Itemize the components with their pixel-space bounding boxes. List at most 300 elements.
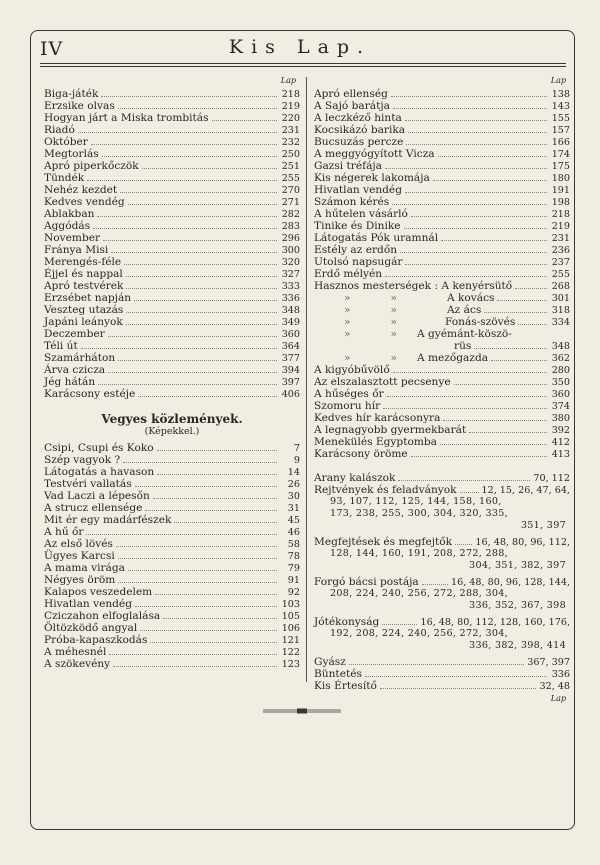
entry-page: 123	[281, 659, 300, 670]
entry-title: Apró ellenség	[314, 88, 388, 100]
dot-leader	[135, 606, 277, 607]
list-item	[44, 598, 300, 610]
entry-title: November	[44, 232, 101, 244]
dot-leader	[140, 630, 277, 631]
entry-title: Tinike és Dinike	[314, 220, 401, 232]
list-item	[44, 622, 300, 634]
entry-title: Nehéz kezdet	[44, 184, 118, 196]
entry-title: Öltözködő angyal	[44, 622, 138, 634]
left-entry-list	[44, 88, 300, 400]
entry-page: 175	[551, 161, 570, 172]
dot-leader	[174, 522, 277, 523]
dot-leader	[411, 456, 547, 457]
entry-title: Tündék	[44, 172, 85, 184]
entry-title: Gyász	[314, 656, 346, 668]
dot-leader	[103, 240, 277, 241]
entry-title: Bucsuzás percze	[314, 136, 404, 148]
list-item	[44, 328, 300, 340]
entry-title: Kis négerek lakomája	[314, 172, 430, 184]
list-item	[314, 436, 570, 448]
entry-title: Megtorlás	[44, 148, 99, 160]
entry-page: 336	[551, 669, 570, 680]
entry-page: 300	[281, 245, 300, 256]
right-column	[314, 76, 570, 703]
dot-leader	[406, 144, 547, 145]
dot-leader	[157, 450, 277, 451]
entry-title: Forgó bácsi postája	[314, 576, 419, 588]
entry-title: A hű őr	[44, 526, 84, 538]
entry-title: Arany kalászok	[314, 472, 396, 484]
entry-page: 377	[281, 353, 300, 364]
entry-page: 155	[551, 113, 570, 124]
dot-leader	[405, 120, 547, 121]
hasznos-sub-list	[314, 292, 570, 328]
dot-leader	[391, 96, 547, 97]
entry-title: rüs	[454, 340, 472, 352]
entry-page: 327	[281, 269, 300, 280]
dot-leader	[145, 510, 277, 511]
list-item	[314, 304, 570, 316]
dot-leader	[385, 276, 547, 277]
entry-title: Riadó	[44, 124, 75, 136]
entry-title: Jótékonyság	[314, 616, 380, 628]
dot-leader	[155, 594, 277, 595]
dot-leader	[383, 408, 547, 409]
list-item	[314, 364, 570, 376]
entry-title: » » Fonás-szövés	[344, 316, 516, 328]
list-item	[44, 100, 300, 112]
entry-title: Kalapos veszedelem	[44, 586, 153, 598]
dot-leader	[365, 676, 547, 677]
entry-title: Hivatlan vendég	[44, 598, 132, 610]
section-entry-list	[44, 442, 300, 670]
entry-pages-continued: 351, 397	[520, 520, 566, 531]
entry-title: A hűséges őr	[314, 388, 384, 400]
entry-page: 364	[281, 341, 300, 352]
list-item	[314, 656, 570, 668]
dot-leader	[474, 348, 547, 349]
dot-leader	[128, 204, 277, 205]
dot-leader	[81, 348, 277, 349]
entry-title: Szamárháton	[44, 352, 116, 364]
entry-page: 271	[281, 197, 300, 208]
entry-page: 280	[551, 365, 570, 376]
list-item	[314, 220, 570, 232]
entry-title: Hivatlan vendég	[314, 184, 402, 196]
entry-title: Deczember	[44, 328, 105, 340]
entry-page: 70, 112	[533, 473, 570, 484]
list-item	[44, 538, 300, 550]
dot-leader	[102, 156, 277, 157]
list-item	[44, 196, 300, 208]
dot-leader	[349, 664, 524, 665]
entry-title: Az első lövés	[44, 538, 113, 550]
list-item	[314, 376, 570, 388]
dot-leader	[78, 132, 277, 133]
ornament-rule	[263, 707, 341, 715]
dot-leader	[126, 276, 277, 277]
dot-leader	[118, 108, 277, 109]
dot-leader	[400, 252, 547, 253]
list-item	[314, 244, 570, 256]
entry-page: 360	[281, 329, 300, 340]
list-item	[44, 490, 300, 502]
dot-leader	[113, 666, 277, 667]
entry-page: 367, 397	[527, 657, 570, 668]
entry-title: Vad Laczi a lépesőn	[44, 490, 150, 502]
entry-page: 219	[281, 101, 300, 112]
entry-page: 92	[287, 587, 300, 598]
entry-title: Rejtvények és feladványok	[314, 484, 457, 496]
entry-title: Ügyes Karcsi	[44, 550, 115, 562]
dot-leader	[118, 360, 277, 361]
entry-title: Téli út	[44, 340, 78, 352]
list-item	[44, 442, 300, 454]
list-item	[44, 466, 300, 478]
list-item	[314, 616, 570, 628]
entry-page: 106	[281, 623, 300, 634]
list-item	[44, 610, 300, 622]
list-item	[314, 292, 570, 304]
entry-pages-continued: 128, 144, 160, 191, 208, 272, 288,	[330, 548, 509, 559]
entry-title: Ablakban	[44, 208, 95, 220]
entry-page: 320	[281, 257, 300, 268]
entry-title: Az elszalasztott pecsenye	[314, 376, 451, 388]
dot-leader	[411, 216, 547, 217]
dot-leader	[491, 360, 547, 361]
entry-title: Biga-játék	[44, 88, 99, 100]
list-item	[314, 112, 570, 124]
entry-page: 336	[281, 293, 300, 304]
dot-leader	[150, 642, 277, 643]
dot-leader	[101, 96, 277, 97]
list-item	[44, 136, 300, 148]
list-item	[314, 576, 570, 588]
entry-pages: 16, 48, 80, 96, 128, 144,	[451, 577, 570, 588]
entry-title: A Sajó barátja	[314, 100, 390, 112]
list-item	[44, 340, 300, 352]
right-entry-list	[314, 88, 570, 280]
list-item	[44, 478, 300, 490]
entry-page: 180	[551, 173, 570, 184]
entry-page: 219	[551, 221, 570, 232]
entry-page: 348	[281, 305, 300, 316]
list-item	[314, 88, 570, 100]
entry-page: 45	[287, 515, 300, 526]
dot-leader	[440, 444, 547, 445]
list-item	[44, 124, 300, 136]
dot-leader	[135, 486, 277, 487]
entry-title: A mama virága	[44, 562, 125, 574]
entry-pages-continued: 304, 351, 382, 397	[469, 560, 566, 571]
list-item	[314, 352, 570, 364]
entry-pages-continued: 173, 238, 255, 300, 304, 320, 335,	[330, 508, 509, 519]
entry-title: » » Az ács	[344, 304, 482, 316]
dot-leader	[398, 480, 530, 481]
list-item	[44, 112, 300, 124]
dot-leader	[422, 584, 448, 585]
list-item	[44, 256, 300, 268]
entry-title: Apró piperkőczök	[44, 160, 139, 172]
entry-page: 270	[281, 185, 300, 196]
entry-title: Jég hátán	[44, 376, 96, 388]
list-item	[44, 526, 300, 538]
entry-title: A hűtelen vásárló	[314, 208, 408, 220]
dot-leader	[438, 156, 547, 157]
dot-leader	[91, 144, 277, 145]
entry-page: 121	[281, 635, 300, 646]
dot-leader	[408, 132, 547, 133]
dot-leader	[93, 228, 277, 229]
entry-page: 46	[287, 527, 300, 538]
list-item	[44, 502, 300, 514]
list-item	[314, 148, 570, 160]
list-item	[44, 268, 300, 280]
entry-title: Erdő mélyén	[314, 268, 383, 280]
entry-title: A méhesnél	[44, 646, 107, 658]
entry-page: 174	[551, 149, 570, 160]
list-item	[44, 514, 300, 526]
dot-leader	[118, 582, 277, 583]
dot-leader	[405, 264, 547, 265]
entry-page: 333	[281, 281, 300, 292]
entry-title: Estély az erdőn	[314, 244, 398, 256]
list-item	[314, 172, 570, 184]
entry-title: Látogatás a havason	[44, 466, 155, 478]
entry-title: Kedves vendég	[44, 196, 125, 208]
lap-column-label: Lap	[550, 76, 566, 85]
list-item	[44, 352, 300, 364]
dot-leader	[212, 120, 277, 121]
dot-leader	[443, 420, 547, 421]
entry-title: Fránya Misi	[44, 244, 109, 256]
list-item	[44, 232, 300, 244]
entry-title: Kocsikázó barika	[314, 124, 406, 136]
entry-page: 350	[551, 377, 570, 388]
dot-leader	[484, 312, 547, 313]
entry-page: 394	[281, 365, 300, 376]
entry-title: Mit ér egy madárfészek	[44, 514, 172, 526]
entry-title: Hogyan járt a Miska trombitás	[44, 112, 209, 124]
entry-title: Látogatás Pók uramnál	[314, 232, 439, 244]
entry-title: Utolsó napsugár	[314, 256, 403, 268]
entry-pages: 16, 48, 80, 112, 128, 160, 176,	[420, 617, 570, 628]
dot-leader	[433, 180, 547, 181]
list-item	[314, 328, 570, 340]
entry-title: Veszteg utazás	[44, 304, 124, 316]
list-item	[44, 244, 300, 256]
lap-footer-label: Lap	[550, 694, 566, 703]
list-item	[44, 88, 300, 100]
entry-page: 231	[551, 233, 570, 244]
entry-page: 191	[551, 185, 570, 196]
entry-title: Menekülés Egyptomba	[314, 436, 437, 448]
list-item	[44, 160, 300, 172]
running-title: Kis Lap.	[228, 36, 372, 58]
page-number: IV	[40, 38, 64, 60]
dot-leader	[108, 336, 277, 337]
dot-leader	[385, 168, 547, 169]
entry-page: 250	[281, 149, 300, 160]
entry-page: 348	[551, 341, 570, 352]
list-item	[44, 454, 300, 466]
list-item	[44, 376, 300, 388]
list-item	[44, 184, 300, 196]
dot-leader	[441, 240, 547, 241]
list-item	[314, 100, 570, 112]
list-item	[314, 232, 570, 244]
entry-page: 374	[551, 401, 570, 412]
tail-entry-list	[314, 656, 570, 692]
list-item	[314, 124, 570, 136]
entry-page: 268	[551, 281, 570, 292]
dot-leader	[515, 288, 547, 289]
dot-leader	[124, 264, 277, 265]
entry-page: 255	[551, 269, 570, 280]
list-item	[44, 208, 300, 220]
header-rule	[40, 63, 566, 67]
entry-title: Erzsike olvas	[44, 100, 115, 112]
dot-leader	[109, 654, 277, 655]
list-item	[44, 292, 300, 304]
entry-page: 32, 48	[539, 681, 570, 692]
dot-leader	[405, 192, 547, 193]
entry-page: 412	[551, 437, 570, 448]
dot-leader	[128, 570, 277, 571]
list-item	[314, 388, 570, 400]
entry-title: A legnagyobb gyermekbarát	[314, 424, 467, 436]
entry-page: 360	[551, 389, 570, 400]
entry-page: 14	[287, 467, 300, 478]
entry-title: Karácsony estéje	[44, 388, 136, 400]
dot-leader	[393, 372, 547, 373]
list-item	[314, 268, 570, 280]
entry-page: 232	[281, 137, 300, 148]
dot-leader	[497, 300, 547, 301]
dot-leader	[157, 474, 277, 475]
dot-leader	[108, 372, 277, 373]
list-item	[44, 316, 300, 328]
dot-leader	[87, 180, 277, 181]
entry-page: 166	[551, 137, 570, 148]
entry-title: Hasznos mesterségek : A kenyérsütő	[314, 280, 513, 292]
entry-title: Próba-kapaszkodás	[44, 634, 148, 646]
list-item	[314, 400, 570, 412]
dot-leader	[518, 324, 547, 325]
entry-page: 122	[281, 647, 300, 658]
entry-page: 9	[293, 455, 300, 466]
entry-title: Cziczahon elfoglalása	[44, 610, 161, 622]
entry-title: Megfejtések és megfejtők	[314, 536, 453, 548]
entry-title: Csipi, Csupi és Koko	[44, 442, 154, 454]
entry-title: » » A mezőgazda	[344, 352, 489, 364]
entry-title: Szép vagyok ?	[44, 454, 121, 466]
entry-title: A szökevény	[44, 658, 111, 670]
left-column	[44, 76, 300, 670]
list-item	[44, 550, 300, 562]
entry-page: 283	[281, 221, 300, 232]
list-item	[314, 484, 570, 496]
entry-page: 220	[281, 113, 300, 124]
list-item	[44, 172, 300, 184]
list-item	[314, 184, 570, 196]
entry-title: Merengés-féle	[44, 256, 122, 268]
dot-leader	[123, 462, 277, 463]
lap-column-label: Lap	[280, 76, 296, 85]
entry-pages-continued: 336, 352, 367, 398	[469, 600, 566, 611]
entry-pages-continued: 93, 107, 112, 125, 144, 158, 160,	[330, 496, 502, 507]
list-item	[314, 536, 570, 548]
dot-leader	[134, 300, 277, 301]
entry-title: A meggyógyított Vicza	[314, 148, 435, 160]
list-item	[44, 658, 300, 670]
entry-title: Aggódás	[44, 220, 91, 232]
entry-title: Testvéri vallatás	[44, 478, 132, 490]
entry-page: 255	[281, 173, 300, 184]
list-item	[44, 364, 300, 376]
entry-title: Büntetés	[314, 668, 362, 680]
dot-leader	[393, 108, 547, 109]
entry-page: 78	[287, 551, 300, 562]
entry-page: 236	[551, 245, 570, 256]
entry-title: » » A gyémánt-köszö-	[344, 328, 512, 340]
dot-leader	[469, 432, 547, 433]
entry-title: » » A kovács	[344, 292, 495, 304]
entry-page: 392	[551, 425, 570, 436]
right-entry-list-b	[314, 364, 570, 460]
dot-leader	[111, 252, 277, 253]
entry-title: Négyes öröm	[44, 574, 116, 586]
list-item	[44, 634, 300, 646]
section-title: Vegyes közlemények.	[101, 412, 243, 426]
entry-title: Számon kérés	[314, 196, 390, 208]
dot-leader	[98, 384, 277, 385]
list-item	[314, 680, 570, 692]
entry-title: Október	[44, 136, 88, 148]
list-item	[314, 424, 570, 436]
dot-leader	[86, 534, 277, 535]
entry-pages-continued: 208, 224, 240, 256, 272, 288, 304,	[330, 588, 509, 599]
dot-leader	[142, 168, 277, 169]
entry-page: 31	[287, 503, 300, 514]
entry-page: 218	[281, 89, 300, 100]
entry-title: Kis Értesítő	[314, 680, 377, 692]
entry-page: 296	[281, 233, 300, 244]
dot-leader	[116, 546, 277, 547]
entry-title: Apró testvérek	[44, 280, 124, 292]
entry-page: 349	[281, 317, 300, 328]
entry-title: A kigyóbűvölő	[314, 364, 390, 376]
entry-title: Szomoru hír	[314, 400, 381, 412]
dot-leader	[126, 312, 277, 313]
section-subtitle: (Képekkel.)	[144, 426, 200, 437]
entry-page: 58	[287, 539, 300, 550]
list-item	[314, 208, 570, 220]
entry-title: Kedves hír karácsonyra	[314, 412, 441, 424]
entry-page: 79	[287, 563, 300, 574]
entry-title: Karácsony öröme	[314, 448, 408, 460]
list-item	[314, 316, 570, 328]
entry-pages-continued: 336, 382, 398, 414	[469, 640, 566, 651]
entry-page: 413	[551, 449, 570, 460]
entry-page: 251	[281, 161, 300, 172]
entry-page: 105	[281, 611, 300, 622]
entry-title: Éjjel és nappal	[44, 268, 123, 280]
list-item	[44, 148, 300, 160]
entry-page: 7	[293, 443, 300, 454]
entry-title: Erzsébet napján	[44, 292, 132, 304]
entry-page: 157	[551, 125, 570, 136]
